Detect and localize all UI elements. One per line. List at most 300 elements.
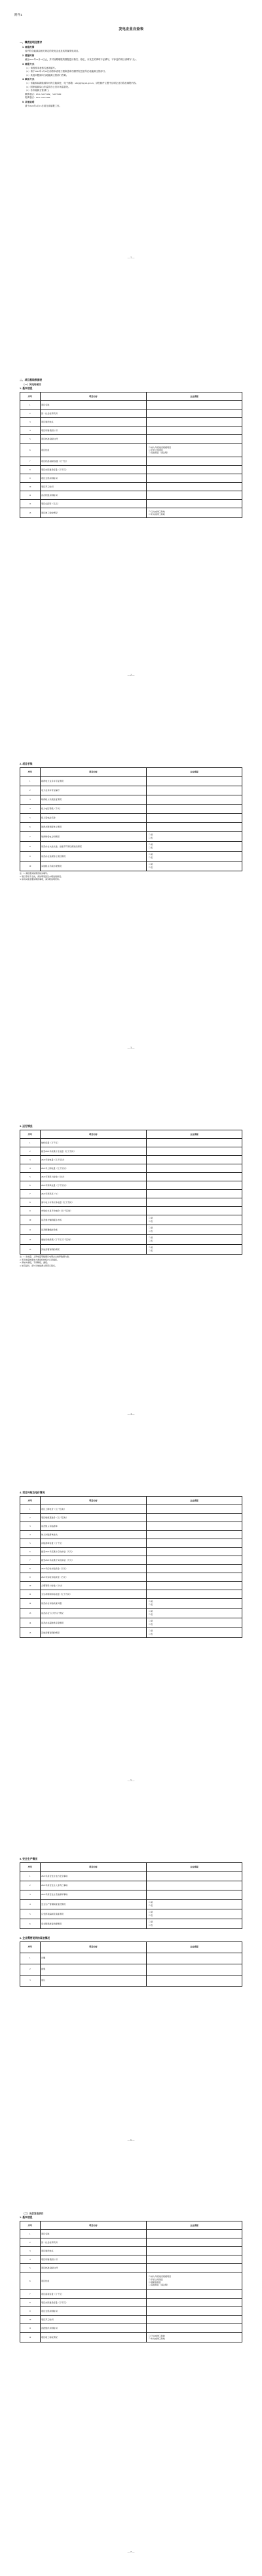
- row-options[interactable]: [147, 444, 242, 457]
- fill-in-field[interactable]: [147, 1206, 242, 1215]
- fill-in-field[interactable]: [147, 491, 242, 500]
- table-row: [20, 457, 242, 466]
- table-title: 6. 企业需要说明的其他情况: [20, 1936, 50, 1940]
- row-label: 取得接入系统批复情况: [40, 795, 147, 804]
- form-table: [20, 767, 242, 871]
- row-label: [40, 444, 147, 457]
- row-label: 合理利用小时数（小时）: [40, 1581, 147, 1590]
- checkbox-option[interactable]: ☐ 平价上网项目: [148, 2278, 163, 2281]
- row-label: 项目备案容量（万千瓦）: [40, 2289, 147, 2298]
- fill-in-field[interactable]: [147, 1164, 242, 1172]
- checkbox-option[interactable]: ☐ 是: [148, 1246, 153, 1249]
- row-number: 6: [20, 1181, 41, 1189]
- table-row: [20, 2255, 242, 2263]
- table-row: [20, 1505, 242, 1513]
- row-number: 3: [20, 1975, 41, 1986]
- fill-in-field[interactable]: [147, 2229, 242, 2238]
- table-row: [20, 1871, 242, 1881]
- row-label-text: 其他需要说明的情况: [41, 1631, 60, 1634]
- subsection-heading: 5. 其他说明: [22, 100, 35, 103]
- row-label-text: 项目性质: [41, 2279, 50, 2282]
- row-options[interactable]: [147, 1598, 242, 1608]
- fill-in-field[interactable]: [147, 786, 242, 795]
- row-options[interactable]: [147, 1225, 242, 1234]
- row-number: 4: [20, 804, 41, 813]
- table-row: [20, 1627, 242, 1637]
- fill-in-field[interactable]: [147, 2306, 242, 2315]
- checkbox-option[interactable]: ☐ 是: [148, 1236, 153, 1240]
- checkbox-option[interactable]: ☐ 否: [148, 1603, 153, 1606]
- row-number: 8: [20, 2298, 41, 2306]
- table-title: 4. 项目补贴及电价情况: [20, 1491, 45, 1494]
- form-table: [20, 1862, 242, 1929]
- column-header: 项目内容: [40, 392, 147, 401]
- row-label-text: 项目性质: [41, 448, 50, 451]
- table-row: [20, 2272, 242, 2289]
- checkbox-option[interactable]: ☐ 未完成竣工验收: [148, 513, 165, 516]
- fill-in-field[interactable]: [147, 1172, 242, 1181]
- row-number: 9: [20, 1206, 41, 1215]
- row-number: 14: [20, 1618, 41, 1627]
- fill-in-field[interactable]: [147, 2289, 242, 2298]
- fill-in-field[interactable]: [147, 1964, 242, 1975]
- row-label-text: 应急预案编制及演练情况: [41, 1912, 64, 1915]
- table-row: [20, 500, 242, 508]
- row-options[interactable]: [147, 831, 242, 841]
- row-number: 11: [20, 2324, 41, 2332]
- row-number: 7: [20, 457, 41, 466]
- row-label: 2021年弃风率（%）: [40, 1189, 147, 1198]
- table-row: [20, 1530, 242, 1539]
- fill-in-field[interactable]: [147, 2298, 242, 2306]
- fill-in-field[interactable]: [147, 822, 242, 831]
- checkbox-option[interactable]: ☐ 是: [148, 863, 153, 866]
- checkbox-option[interactable]: ☐ 是: [148, 1620, 153, 1623]
- fill-in-field[interactable]: [147, 435, 242, 444]
- checkbox-option[interactable]: ☐ 否: [148, 856, 153, 859]
- table-row: [20, 508, 242, 518]
- table-row: [20, 1909, 242, 1919]
- subsidy-table: [20, 1496, 242, 1638]
- fill-in-field[interactable]: [147, 1871, 242, 1881]
- row-label-text: 安全生产管理制度建设情况: [41, 1902, 66, 1906]
- row-label-text: 是否参与辅助服务市场: [41, 1218, 62, 1221]
- fill-in-field[interactable]: [147, 813, 242, 822]
- row-options[interactable]: [147, 2272, 242, 2289]
- row-label: 2021年是否发生设备损坏事故: [40, 1890, 147, 1899]
- row-label: 2021年弃风电量（万千瓦时）: [40, 1181, 147, 1189]
- checkbox-option[interactable]: ☐ 纳入年度建设规模项目: [148, 445, 172, 449]
- row-label: 纳入补贴清单批次: [40, 1530, 147, 1539]
- row-label: [40, 1215, 147, 1225]
- checkbox-option[interactable]: ☐ 是: [148, 1629, 153, 1633]
- table-row: [20, 2289, 242, 2298]
- checkbox-option[interactable]: ☐ 是: [148, 1600, 153, 1603]
- table-row: [20, 466, 242, 474]
- checkbox-option[interactable]: ☐ 纳入年度建设规模项目: [148, 2275, 172, 2278]
- checkbox-option[interactable]: ☐ 是: [148, 843, 153, 846]
- fill-in-field[interactable]: [147, 1138, 242, 1147]
- column-header: 项目内容: [40, 1496, 147, 1505]
- row-label: 截至2021年底累计发电量（亿千瓦时）: [40, 1147, 147, 1155]
- row-options[interactable]: [147, 1919, 242, 1928]
- form-table: [20, 1941, 242, 1987]
- row-label: [40, 1899, 147, 1909]
- checkbox-option[interactable]: ☐ 否: [148, 1239, 153, 1242]
- page-2-body: [20, 377, 242, 518]
- checkbox-option[interactable]: ☐ 平价上网项目: [148, 448, 163, 451]
- column-header: 企业填报: [147, 1941, 242, 1953]
- subsection-heading: 1. 填报范围: [22, 46, 35, 49]
- form-table: [20, 1496, 242, 1638]
- section-heading: 一、填表说明及要求: [20, 41, 43, 44]
- row-label: 项目实际建设容量（万千瓦）: [40, 2298, 147, 2306]
- checkbox-option[interactable]: ☐ 否: [148, 1622, 153, 1626]
- fill-in-field[interactable]: [147, 1556, 242, 1564]
- row-number: 1: [20, 2229, 41, 2238]
- row-label: 2021年应收补贴资金（万元）: [40, 1564, 147, 1573]
- fill-in-field[interactable]: [147, 1147, 242, 1155]
- checkbox-option[interactable]: ☐ 已完成竣工验收: [148, 2334, 165, 2337]
- fill-in-field[interactable]: [147, 1198, 242, 1206]
- column-header: 企业填报: [147, 1130, 242, 1138]
- fill-in-field[interactable]: [147, 795, 242, 804]
- basic-info-table: [20, 392, 242, 518]
- checkbox-option[interactable]: ☐ 其他项目（请注明）: [148, 2284, 170, 2287]
- page-7: [0, 2185, 262, 2576]
- fill-in-field[interactable]: [147, 1539, 242, 1547]
- table-row: [20, 841, 242, 851]
- fill-in-field[interactable]: [147, 474, 242, 483]
- row-label: [40, 1909, 147, 1919]
- fill-in-field[interactable]: [147, 1155, 242, 1164]
- checkbox-option[interactable]: ☐ 否: [148, 1612, 153, 1616]
- fill-in-field[interactable]: [147, 1975, 242, 1986]
- row-label: 项目全部并网时间: [40, 474, 147, 483]
- row-number: 10: [20, 1581, 41, 1590]
- row-label: 首批组件并网时间: [40, 2324, 147, 2332]
- fill-in-field[interactable]: [147, 1547, 242, 1556]
- checkbox-option[interactable]: ☐ 其他项目（请注明）: [148, 451, 170, 455]
- table-notes: [20, 1255, 242, 1267]
- row-label-text: 安全隐患排查治理情况: [41, 1922, 62, 1925]
- row-options[interactable]: [147, 2332, 242, 2342]
- note-line: 2. 项目手续不全的，请说明原因及办理进展情况。: [20, 875, 64, 878]
- row-number: 13: [20, 508, 41, 518]
- fill-in-field[interactable]: [147, 1564, 242, 1573]
- row-number: 7: [20, 831, 41, 841]
- table-row: [20, 474, 242, 483]
- row-label: 项目建设地点: [40, 418, 147, 426]
- checkbox-option[interactable]: ☐ 否: [148, 1913, 153, 1917]
- table-row: [20, 861, 242, 871]
- row-options[interactable]: [147, 841, 242, 851]
- row-options[interactable]: [147, 1627, 242, 1637]
- table-row: [20, 483, 242, 491]
- checkbox-option[interactable]: ☐ 是: [148, 1911, 153, 1914]
- row-number: 2: [20, 786, 41, 795]
- fill-in-field[interactable]: [147, 500, 242, 508]
- row-label: [40, 1244, 147, 1254]
- table-title: 5. 安全生产情况: [20, 1858, 38, 1860]
- page-5: [0, 1452, 262, 1819]
- fill-in-field[interactable]: [147, 1189, 242, 1198]
- checkbox-option[interactable]: ☐ 是: [148, 1610, 153, 1613]
- checkbox-option[interactable]: ☐ 否: [148, 1904, 153, 1907]
- row-label: 项目上网电价（元/千瓦时）: [40, 1505, 147, 1513]
- paragraph: 请于2022年4月15日前完成填报工作。: [25, 104, 62, 107]
- page-3-body: [20, 763, 242, 881]
- fill-in-field[interactable]: [147, 1530, 242, 1539]
- row-number: 9: [20, 851, 41, 861]
- row-label: 2021年发电量（亿千瓦时）: [40, 1155, 147, 1164]
- checkbox-option[interactable]: ☐ 否: [148, 1229, 153, 1232]
- row-number: 12: [20, 1234, 41, 1244]
- table-row: [20, 418, 242, 426]
- row-number: 1: [20, 1505, 41, 1513]
- row-number: 13: [20, 1608, 41, 1618]
- row-number: 13: [20, 1244, 41, 1254]
- checkbox-option[interactable]: ☐ 已完成竣工验收: [148, 510, 165, 513]
- paragraph: 省内符合能源局相关规定的发电企业及其所属发电项目。: [25, 50, 81, 53]
- table-row: [20, 2246, 242, 2255]
- row-label: 2021年是否发生人身伤亡事故: [40, 1881, 147, 1890]
- row-options[interactable]: [147, 1234, 242, 1244]
- row-label: 补贴清单容量（万千瓦）: [40, 1539, 147, 1547]
- column-header: 序号: [20, 1941, 41, 1953]
- row-number: 1: [20, 1953, 41, 1964]
- row-number: 4: [20, 1164, 41, 1172]
- row-label: 截至2021年底累计应收补贴（万元）: [40, 1547, 147, 1556]
- row-label: 措施: [40, 1964, 147, 1975]
- row-label: [40, 1919, 147, 1928]
- page-number: — 4 —: [127, 1413, 135, 1416]
- row-options[interactable]: [147, 851, 242, 861]
- row-label: 项目所属集团公司: [40, 426, 147, 435]
- row-label: 项目所属集团公司: [40, 2255, 147, 2263]
- table-row: [20, 1513, 242, 1522]
- row-label: 项目开工时间: [40, 483, 147, 491]
- paragraph: （1）请按照本表格式逐项填写。: [25, 66, 58, 69]
- row-options[interactable]: [147, 1608, 242, 1618]
- table-row: [20, 1225, 242, 1234]
- table-row: [20, 1598, 242, 1608]
- column-header: 序号: [20, 392, 41, 401]
- table-row: [20, 1608, 242, 1618]
- row-label: [40, 1608, 147, 1618]
- row-number: 3: [20, 1890, 41, 1899]
- checkbox-option[interactable]: ☐ 否: [148, 1249, 153, 1252]
- row-number: 5: [20, 1909, 41, 1919]
- checkbox-option[interactable]: ☐ 否: [148, 846, 153, 849]
- fill-in-field[interactable]: [147, 2315, 242, 2324]
- fill-in-field[interactable]: [147, 1890, 242, 1899]
- row-label: 电力业务许可证编号: [40, 786, 147, 795]
- row-number: 8: [20, 841, 41, 851]
- checkbox-option[interactable]: ☐ 否: [148, 1219, 153, 1223]
- column-header: 企业填报: [147, 392, 242, 401]
- row-label: 装机容量（万千瓦）: [40, 1138, 147, 1147]
- table-row: [20, 435, 242, 444]
- row-label: [40, 1618, 147, 1627]
- row-number: 10: [20, 1215, 41, 1225]
- row-number: 5: [20, 1172, 41, 1181]
- fill-in-field[interactable]: [147, 2238, 242, 2246]
- fill-in-field[interactable]: [147, 2263, 242, 2272]
- table-row: [20, 1590, 242, 1598]
- table-row: [20, 2238, 242, 2246]
- page-3: [0, 720, 262, 1086]
- row-number: 15: [20, 1627, 41, 1637]
- paragraph: （2）请于2022年1月10日前将本表电子版和盖章扫描件报送至所在地能源主管部门。: [25, 70, 107, 73]
- row-options[interactable]: [147, 508, 242, 518]
- fill-in-field[interactable]: [147, 1953, 242, 1964]
- row-options[interactable]: [147, 1909, 242, 1919]
- fill-in-field[interactable]: [147, 776, 242, 786]
- checkbox-option[interactable]: ☐ 否: [148, 1923, 153, 1926]
- checkbox-option[interactable]: ☐ 是: [148, 833, 153, 837]
- page-7-body: [20, 2211, 242, 2342]
- row-label: 取得并网调度协议情况: [40, 822, 147, 831]
- paragraph: 联系电话：0531-51073182，51073190: [25, 92, 62, 96]
- checkbox-option[interactable]: ☐ 领跑者项目: [148, 2280, 161, 2284]
- row-number: 7: [20, 1556, 41, 1564]
- checkbox-option[interactable]: ☐ 是: [148, 1921, 153, 1924]
- table-row: [20, 1564, 242, 1573]
- subsection-heading: （二）光伏发电项目: [22, 2212, 44, 2215]
- fill-in-field[interactable]: [147, 401, 242, 409]
- row-number: 2: [20, 1881, 41, 1890]
- table-row: [20, 1522, 242, 1530]
- row-label-text: 储能设施规模（万千瓦/万千瓦时）: [41, 1238, 73, 1241]
- row-number: 7: [20, 2289, 41, 2298]
- checkbox-option[interactable]: ☐ 是: [148, 1217, 153, 1220]
- row-number: 11: [20, 1590, 41, 1598]
- row-label: 建议: [40, 1975, 147, 1986]
- row-number: 4: [20, 2255, 41, 2263]
- row-label: 2021年实收补贴资金（万元）: [40, 1573, 147, 1581]
- table-row: [20, 1164, 242, 1172]
- page-4: [0, 1086, 262, 1452]
- checkbox-option[interactable]: ☐ 是: [148, 1227, 153, 1230]
- row-options[interactable]: [147, 1215, 242, 1225]
- fill-in-field[interactable]: [147, 1513, 242, 1522]
- page-4-body: [20, 1125, 242, 1268]
- table-row: [20, 1556, 242, 1564]
- row-options[interactable]: [147, 1618, 242, 1627]
- checkbox-option[interactable]: ☐ 否: [148, 1632, 153, 1635]
- table-row: [20, 1181, 242, 1189]
- row-label: 问题: [40, 1953, 147, 1964]
- table-row: [20, 1919, 242, 1928]
- fill-in-field[interactable]: [147, 804, 242, 813]
- row-number: 3: [20, 418, 41, 426]
- fill-in-field[interactable]: [147, 409, 242, 418]
- fill-in-field[interactable]: [147, 1881, 242, 1890]
- fill-in-field[interactable]: [147, 466, 242, 474]
- fill-in-field[interactable]: [147, 1181, 242, 1189]
- row-options[interactable]: [147, 861, 242, 871]
- fill-in-field[interactable]: [147, 1505, 242, 1513]
- column-header: 企业填报: [147, 767, 242, 776]
- table-row: [20, 2332, 242, 2342]
- table-row: [20, 822, 242, 831]
- note-line: 3. 如有其他需要说明的事项，请另附说明材料。: [20, 878, 62, 881]
- row-label-text: 是否存在超装机容量情况: [41, 1621, 64, 1624]
- fill-in-field[interactable]: [147, 426, 242, 435]
- fill-in-field[interactable]: [147, 457, 242, 466]
- column-header: 序号: [20, 767, 41, 776]
- checkbox-option[interactable]: ☐ 否: [148, 836, 153, 839]
- page-number: — 2 —: [127, 674, 135, 676]
- note-line: 3. 请如实填报，不得瞒报、漏报。: [20, 1261, 50, 1264]
- table-title: 2. 项目手续: [20, 763, 33, 765]
- row-label: 项目核准/备案容量（万千瓦）: [40, 457, 147, 466]
- checkbox-option[interactable]: ☐ 是: [148, 853, 153, 856]
- intro-body: [20, 39, 242, 108]
- table-row: [20, 813, 242, 822]
- checkbox-option[interactable]: ☐ 否: [148, 865, 153, 869]
- table-row: [20, 851, 242, 861]
- note-line: 4. 如有疑问，请与当地能源主管部门联系。: [20, 1264, 58, 1268]
- row-label-text: 是否配置储能设施: [41, 1228, 58, 1231]
- column-header: 序号: [20, 2221, 41, 2229]
- row-label-text: 取得购售电合同情况: [41, 835, 60, 838]
- row-label: [40, 831, 147, 841]
- table-row: [20, 1189, 242, 1198]
- paragraph: （2）国家能源局山东监管办公室市场监管处。: [25, 85, 71, 88]
- row-label: 全生命周期补贴电量（亿千瓦时）: [40, 1590, 147, 1598]
- fill-in-field[interactable]: [147, 1581, 242, 1590]
- fill-in-field[interactable]: [147, 483, 242, 491]
- table-row: [20, 1953, 242, 1964]
- row-label: [40, 1234, 147, 1244]
- row-number: 5: [20, 2263, 41, 2272]
- table-row: [20, 1539, 242, 1547]
- row-options[interactable]: [147, 1899, 242, 1909]
- row-options[interactable]: [147, 1244, 242, 1254]
- table-row: [20, 1581, 242, 1590]
- table-row: [20, 776, 242, 786]
- row-label: 首台机组并网时间: [40, 491, 147, 500]
- fill-in-field[interactable]: [147, 2255, 242, 2263]
- table-row: [20, 1234, 242, 1244]
- fill-in-field[interactable]: [147, 2324, 242, 2332]
- paragraph: （3）各市能源主管部门。: [25, 89, 50, 92]
- table-row: [20, 1215, 242, 1225]
- paragraph: 截至2021年12月31日止，并对前期填报的数据进行核实、修正，未发生的事项不必填写，不涉及的项目请填写“无”。: [25, 58, 138, 61]
- table-row: [20, 426, 242, 435]
- fill-in-field[interactable]: [147, 2246, 242, 2255]
- column-header: 企业填报: [147, 1862, 242, 1871]
- document-title: 发电企业自查表: [119, 27, 143, 31]
- row-label: 2021年利用小时数（小时）: [40, 1172, 147, 1181]
- paragraph: （3）其他问题请向当地能源主管部门咨询。: [25, 73, 69, 77]
- row-number: 8: [20, 1198, 41, 1206]
- note-line: 2. 弃风电量按照电力调度机构统计口径填报。: [20, 1258, 60, 1261]
- fill-in-field[interactable]: [147, 1573, 242, 1581]
- checkbox-option[interactable]: ☐ 是: [148, 1901, 153, 1904]
- fill-in-field[interactable]: [147, 1590, 242, 1598]
- row-label: 2021年是否发生电力安全事故: [40, 1871, 147, 1881]
- checkbox-option[interactable]: ☐ 未完成竣工验收: [148, 2337, 165, 2340]
- fill-in-field[interactable]: [147, 1522, 242, 1530]
- column-header: 序号: [20, 1130, 41, 1138]
- row-label: 是否纳入补贴清单: [40, 1522, 147, 1530]
- row-number: 7: [20, 1189, 41, 1198]
- fill-in-field[interactable]: [147, 418, 242, 426]
- table-row: [20, 491, 242, 500]
